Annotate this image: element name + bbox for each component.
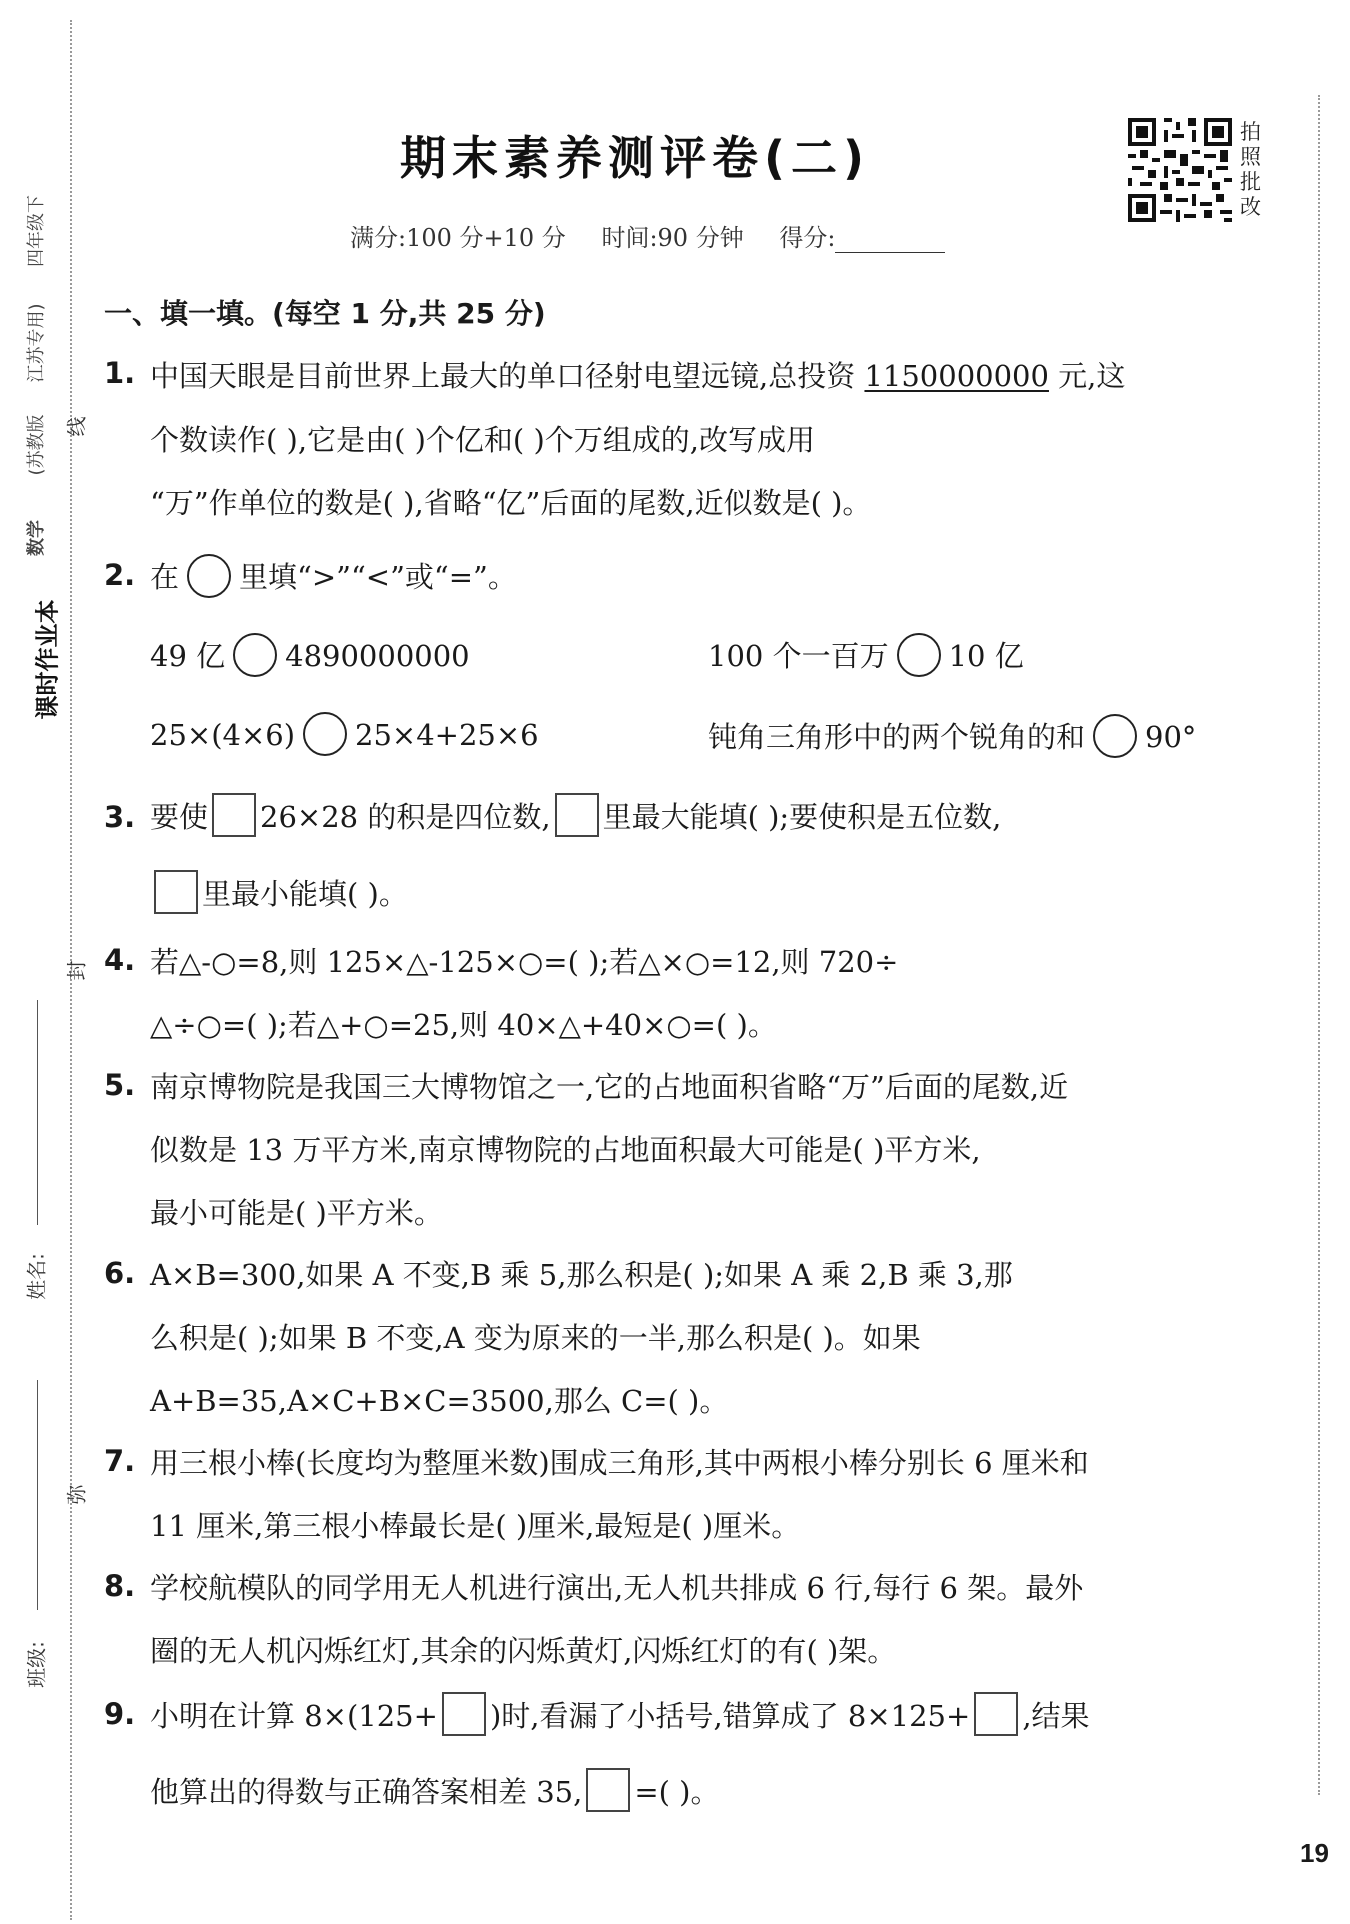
q5-line-3[interactable]: 最小可能是( )平方米。 [150,1196,443,1230]
name-label: 姓名: [24,1253,49,1300]
q1-number: 1. [104,356,136,390]
digit-box-icon [555,793,599,837]
class-label: 班级: [24,1641,49,1688]
section-heading: 一、填一填。(每空 1 分,共 25 分) [104,297,546,330]
q9-text-d: 他算出的得数与正确答案相差 35, [150,1775,583,1809]
q5-line-1: 南京博物院是我国三大博物馆之一,它的占地面积省略“万”后面的尾数,近 [150,1070,1069,1104]
q8-line-2[interactable]: 圈的无人机闪烁红灯,其余的闪烁黄灯,闪烁红灯的有( )架。 [150,1634,897,1668]
q5-line-2[interactable]: 似数是 13 万平方米,南京博物院的占地面积最大可能是( )平方米, [150,1133,981,1167]
qr-code-icon[interactable] [1128,118,1232,222]
answer-circle[interactable] [303,712,347,756]
q2-row1-left [150,634,470,680]
side-grade: 四年级下 [26,195,47,267]
q2-r2-left-a: 25×(4×6) [150,718,296,752]
q2-row1-right [708,634,1024,680]
full-score: 满分:100 分+10 分 [350,224,566,252]
q3-line-2 [150,872,408,918]
q2-intro-b: 里填“>”“<”或“=”。 [239,560,517,594]
q8-line-1: 学校航模队的同学用无人机进行演出,无人机共排成 6 行,每行 6 架。最外 [150,1571,1084,1605]
page-title: 期末素养测评卷(二) [399,131,871,185]
q9-number: 9. [104,1697,136,1731]
q7-line-2[interactable]: 11 厘米,第三根小棒最长是( )厘米,最短是( )厘米。 [150,1509,801,1543]
q6-line-2[interactable]: 么积是( );如果 B 不变,A 变为原来的一半,那么积是( )。如果 [150,1321,921,1355]
page-number: 19 [1300,1838,1329,1868]
q2-row2-left [150,715,539,759]
q1-line-3[interactable]: “万”作单位的数是( ),省略“亿”后面的尾数,近似数是( )。 [150,486,872,520]
answer-circle[interactable] [1093,714,1137,758]
unknown-box [974,1692,1018,1736]
q3-line-1 [150,795,1001,841]
side-line-mark: 线 [64,416,89,437]
q4-line-2[interactable]: △÷○=( );若△+○=25,则 40×△+40×○=( )。 [150,1008,777,1042]
q1-amount: 1150000000 [864,359,1049,393]
answer-circle[interactable] [897,633,941,677]
answer-circle[interactable] [233,633,277,677]
q3-text-d[interactable]: 里最小能填( )。 [202,877,408,911]
unknown-box [586,1768,630,1812]
q2-row2-right [708,715,1196,761]
right-dotted-line [1318,95,1320,1795]
exam-time: 时间:90 分钟 [601,224,744,252]
name-blank[interactable] [37,1000,38,1225]
q2-r1-right-b: 10 亿 [948,639,1024,673]
q8-number: 8. [104,1569,136,1603]
q6-number: 6. [104,1256,136,1290]
q2-number: 2. [104,558,136,592]
side-seal-mark-2: 弥 [64,1484,89,1505]
side-book-name: 课时作业本 [33,599,62,720]
q3-text-b: 26×28 的积是四位数, [260,800,551,834]
q9-text-c: ,结果 [1022,1699,1090,1733]
q9-line-1 [150,1694,1090,1740]
q5-number: 5. [104,1068,136,1102]
exam-meta [350,218,973,253]
unknown-box [442,1692,486,1736]
compare-circle-icon [187,554,231,598]
q1-text-b: 元,这 [1048,359,1126,393]
q9-line-2 [150,1770,720,1816]
q2-r1-left-a: 49 亿 [150,639,226,673]
q2-intro [150,555,517,601]
side-subject: 数学 [26,520,47,556]
digit-box[interactable] [212,793,256,837]
class-blank[interactable] [37,1380,38,1610]
q9-text-a: 小明在计算 8×(125+ [150,1699,438,1733]
q7-number: 7. [104,1444,136,1478]
q2-intro-a: 在 [150,560,180,594]
q6-line-3[interactable]: A+B=35,A×C+B×C=3500,那么 C=( )。 [150,1384,729,1418]
q3-text-a: 要使 [150,800,209,834]
side-region: 江苏专用) [26,303,47,383]
q7-line-1: 用三根小棒(长度均为整厘米数)围成三角形,其中两根小棒分别长 6 厘米和 [150,1446,1089,1480]
q9-answer[interactable]: =( )。 [634,1775,720,1809]
side-seal-mark: 封 [64,960,89,981]
q6-line-1[interactable]: A×B=300,如果 A 不变,B 乘 5,那么积是( );如果 A 乘 2,B 乘 3,那 [150,1258,1013,1292]
q1-line-1 [150,354,1125,395]
q2-r1-left-b: 4890000000 [285,639,470,673]
q1-line-2[interactable]: 个数读作( ),它是由( )个亿和( )个万组成的,改写成用 [150,423,815,457]
q4-number: 4. [104,943,136,977]
q2-r1-right-a: 100 个一百万 [708,639,889,673]
q3-text-c[interactable]: 里最大能填( );要使积是五位数, [602,800,1002,834]
q2-r2-right-a: 钝角三角形中的两个锐角的和 [708,720,1086,754]
q2-r2-right-b: 90° [1145,720,1197,754]
qr-caption: 拍照批改 [1240,120,1261,219]
digit-box-icon [154,870,198,914]
side-edition: (苏教版 [26,414,47,476]
q2-r2-left-b: 25×4+25×6 [355,718,539,752]
q3-number: 3. [104,800,136,834]
score-label: 得分: [779,224,836,252]
q1-text-a: 中国天眼是目前世界上最大的单口径射电望远镜,总投资 [150,359,865,393]
q4-line-1[interactable]: 若△-○=8,则 125×△-125×○=( );若△×○=12,则 720÷ [150,945,899,979]
q9-text-b: )时,看漏了小括号,错算成了 8×125+ [489,1699,971,1733]
score-blank[interactable] [835,230,945,253]
